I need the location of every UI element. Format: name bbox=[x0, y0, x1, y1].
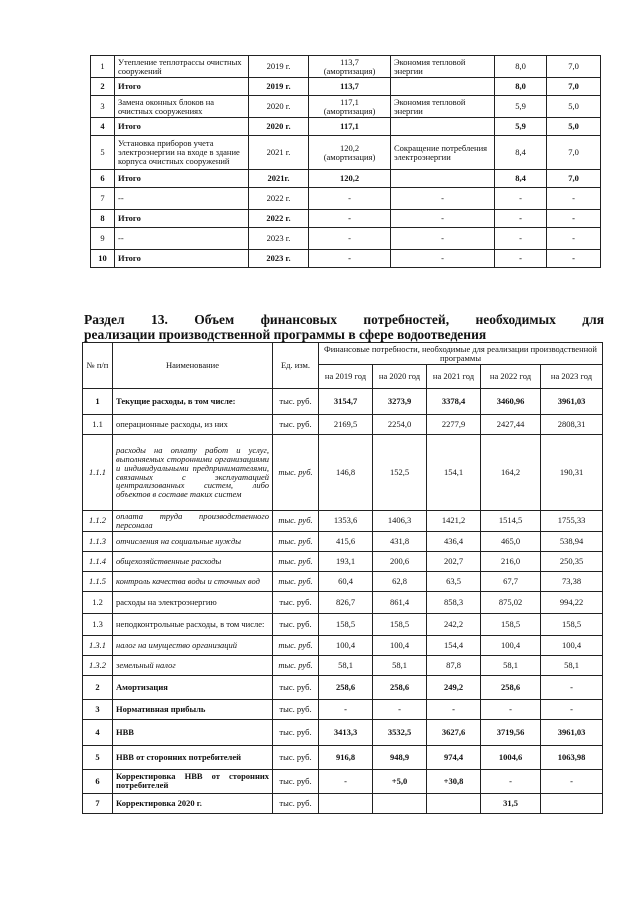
year-value: 415,6 bbox=[319, 531, 373, 551]
year-value: 3413,3 bbox=[319, 719, 373, 745]
year-value bbox=[319, 793, 373, 813]
year-value: +5,0 bbox=[373, 769, 427, 793]
row-number: 1.1.5 bbox=[83, 571, 113, 591]
year-value: 190,31 bbox=[541, 435, 603, 511]
table-row bbox=[83, 793, 603, 813]
item-name: Корректировка 2020 г. bbox=[113, 793, 273, 813]
table-row bbox=[91, 170, 601, 188]
year-value: 875,02 bbox=[481, 591, 541, 613]
measure-year: 2020 г. bbox=[249, 96, 309, 118]
measure-year: 2019 г. bbox=[249, 78, 309, 96]
year-value: 3154,7 bbox=[319, 389, 373, 415]
table-row bbox=[91, 250, 601, 268]
year-value: +30,8 bbox=[427, 769, 481, 793]
year-value: 87,8 bbox=[427, 655, 481, 675]
table-row bbox=[83, 389, 603, 415]
year-value: 861,4 bbox=[373, 591, 427, 613]
year-value: 152,5 bbox=[373, 435, 427, 511]
year-value: - bbox=[319, 699, 373, 719]
measure-year: 2022 г. bbox=[249, 210, 309, 228]
item-unit: тыс. руб. bbox=[273, 699, 319, 719]
effect-value-1: 8,0 bbox=[495, 56, 547, 78]
row-number: 1 bbox=[91, 56, 115, 78]
year-value: 538,94 bbox=[541, 531, 603, 551]
row-number: 1.1.1 bbox=[83, 435, 113, 511]
table-row bbox=[83, 635, 603, 655]
year-value: 431,8 bbox=[373, 531, 427, 551]
effect-value-2: 7,0 bbox=[547, 170, 601, 188]
item-unit: тыс. руб. bbox=[273, 793, 319, 813]
item-name: контроль качества воды и сточных вод bbox=[113, 571, 273, 591]
item-name: земельный налог bbox=[113, 655, 273, 675]
year-value: 2169,5 bbox=[319, 415, 373, 435]
year-value: 3532,5 bbox=[373, 719, 427, 745]
cost-note: (амортизация) bbox=[323, 151, 376, 162]
header-year: на 2022 год bbox=[481, 365, 541, 389]
measure-year: 2021 г. bbox=[249, 136, 309, 170]
year-value: 2808,31 bbox=[541, 415, 603, 435]
row-number: 5 bbox=[91, 136, 115, 170]
row-number: 7 bbox=[83, 793, 113, 813]
row-number: 3 bbox=[83, 699, 113, 719]
table-row bbox=[91, 78, 601, 96]
table-row bbox=[83, 719, 603, 745]
row-number: 1 bbox=[83, 389, 113, 415]
effect-value-1: 5,9 bbox=[495, 118, 547, 136]
table-row bbox=[91, 188, 601, 210]
row-number: 2 bbox=[83, 675, 113, 699]
row-number: 4 bbox=[83, 719, 113, 745]
table-row bbox=[91, 118, 601, 136]
effect-value-1: - bbox=[495, 228, 547, 250]
table-row bbox=[83, 435, 603, 511]
year-value: - bbox=[541, 675, 603, 699]
measure-effect: Экономия тепловой энергии bbox=[391, 56, 495, 78]
measure-effect bbox=[391, 170, 495, 188]
row-number: 1.3 bbox=[83, 613, 113, 635]
year-value: 436,4 bbox=[427, 531, 481, 551]
item-unit: тыс. руб. bbox=[273, 389, 319, 415]
measure-year: 2022 г. bbox=[249, 188, 309, 210]
header-year: на 2023 год bbox=[541, 365, 603, 389]
row-number: 3 bbox=[91, 96, 115, 118]
measure-cost bbox=[309, 188, 391, 210]
table-row bbox=[83, 511, 603, 532]
item-name: Амортизация bbox=[113, 675, 273, 699]
year-value: 858,3 bbox=[427, 591, 481, 613]
item-unit: тыс. руб. bbox=[273, 675, 319, 699]
year-value: 67,7 bbox=[481, 571, 541, 591]
year-value: 158,5 bbox=[481, 613, 541, 635]
measure-effect: Экономия тепловой энергии bbox=[391, 96, 495, 118]
year-value: 73,38 bbox=[541, 571, 603, 591]
year-value: 100,4 bbox=[373, 635, 427, 655]
table-row bbox=[83, 613, 603, 635]
row-number: 6 bbox=[83, 769, 113, 793]
effect-value-1: - bbox=[495, 210, 547, 228]
row-number: 6 bbox=[91, 170, 115, 188]
year-value: 3273,9 bbox=[373, 389, 427, 415]
item-unit: тыс. руб. bbox=[273, 531, 319, 551]
table-row bbox=[83, 531, 603, 551]
item-unit: тыс. руб. bbox=[273, 719, 319, 745]
measure-year: 2019 г. bbox=[249, 56, 309, 78]
year-value: 3460,96 bbox=[481, 389, 541, 415]
financial-needs-table bbox=[82, 342, 603, 814]
year-value: 202,7 bbox=[427, 551, 481, 571]
measure-effect: Сокращение потребления электроэнергии bbox=[391, 136, 495, 170]
table-row bbox=[83, 769, 603, 793]
row-number: 1.1.2 bbox=[83, 511, 113, 532]
row-number: 5 bbox=[83, 745, 113, 769]
effect-value-1: 8,4 bbox=[495, 170, 547, 188]
year-value: 164,2 bbox=[481, 435, 541, 511]
energy-saving-measures-table bbox=[90, 55, 601, 268]
item-name: расходы на электроэнергию bbox=[113, 591, 273, 613]
year-value: 1063,98 bbox=[541, 745, 603, 769]
item-unit: тыс. руб. bbox=[273, 635, 319, 655]
header-financial-needs: Финансовые потребности, необходимые для реализации производственной программы bbox=[319, 343, 603, 365]
measure-effect bbox=[391, 78, 495, 96]
measure-effect: - bbox=[391, 210, 495, 228]
year-value: 2254,0 bbox=[373, 415, 427, 435]
effect-value-2: 7,0 bbox=[547, 56, 601, 78]
measure-year: 2023 г. bbox=[249, 228, 309, 250]
cost-note: (амортизация) bbox=[323, 65, 376, 76]
effect-value-1: - bbox=[495, 250, 547, 268]
table-row bbox=[83, 675, 603, 699]
year-value: 58,1 bbox=[541, 655, 603, 675]
table-row bbox=[91, 210, 601, 228]
measure-effect: - bbox=[391, 188, 495, 210]
measure-name: Итого bbox=[115, 118, 249, 136]
year-value: 249,2 bbox=[427, 675, 481, 699]
year-value: 258,6 bbox=[481, 675, 541, 699]
year-value: 242,2 bbox=[427, 613, 481, 635]
row-number: 1.1.4 bbox=[83, 551, 113, 571]
section-13-heading bbox=[84, 312, 604, 342]
header-year: на 2019 год bbox=[319, 365, 373, 389]
item-unit: тыс. руб. bbox=[273, 435, 319, 511]
measure-cost bbox=[309, 250, 391, 268]
row-number: 2 bbox=[91, 78, 115, 96]
effect-value-1: 8,0 bbox=[495, 78, 547, 96]
item-name: налог на имущество организаций bbox=[113, 635, 273, 655]
year-value: 1004,6 bbox=[481, 745, 541, 769]
cost-value: 113,7 bbox=[340, 56, 359, 67]
row-number: 1.3.1 bbox=[83, 635, 113, 655]
year-value: 3719,56 bbox=[481, 719, 541, 745]
year-value: 158,5 bbox=[373, 613, 427, 635]
item-name: Нормативная прибыль bbox=[113, 699, 273, 719]
item-name: НВВ от сторонних потребителей bbox=[113, 745, 273, 769]
year-value: 3378,4 bbox=[427, 389, 481, 415]
effect-value-2: - bbox=[547, 228, 601, 250]
table-row bbox=[91, 228, 601, 250]
header-num: № п/п bbox=[83, 343, 113, 389]
year-value: 1421,2 bbox=[427, 511, 481, 532]
item-unit: тыс. руб. bbox=[273, 571, 319, 591]
measure-name: -- bbox=[115, 228, 249, 250]
row-number: 4 bbox=[91, 118, 115, 136]
table-row bbox=[91, 96, 601, 118]
item-name: операционные расходы, из них bbox=[113, 415, 273, 435]
item-name: неподконтрольные расходы, в том числе: bbox=[113, 613, 273, 635]
cost-value: - bbox=[348, 233, 351, 244]
year-value: - bbox=[427, 699, 481, 719]
effect-value-1: 5,9 bbox=[495, 96, 547, 118]
year-value: 158,5 bbox=[319, 613, 373, 635]
year-value: 826,7 bbox=[319, 591, 373, 613]
year-value: 3627,6 bbox=[427, 719, 481, 745]
year-value: - bbox=[541, 769, 603, 793]
measure-cost bbox=[309, 118, 391, 136]
cost-value: 120,2 bbox=[339, 142, 360, 153]
cost-value: - bbox=[348, 193, 351, 204]
item-name: отчисления на социальные нужды bbox=[113, 531, 273, 551]
table-row bbox=[83, 699, 603, 719]
year-value: 100,4 bbox=[541, 635, 603, 655]
year-value: 916,8 bbox=[319, 745, 373, 769]
measure-cost bbox=[309, 136, 391, 170]
table-row bbox=[83, 551, 603, 571]
header-name: Наименование bbox=[113, 343, 273, 389]
year-value: 193,1 bbox=[319, 551, 373, 571]
cost-note: (амортизация) bbox=[323, 105, 376, 116]
cost-value: - bbox=[348, 213, 351, 224]
year-value: 1353,6 bbox=[319, 511, 373, 532]
table-row bbox=[83, 415, 603, 435]
measure-name: Итого bbox=[115, 170, 249, 188]
year-value: - bbox=[373, 699, 427, 719]
effect-value-2: 7,0 bbox=[547, 136, 601, 170]
measure-name: -- bbox=[115, 188, 249, 210]
year-value: 3961,03 bbox=[541, 719, 603, 745]
row-number: 1.2 bbox=[83, 591, 113, 613]
year-value: - bbox=[481, 769, 541, 793]
effect-value-1: 8,4 bbox=[495, 136, 547, 170]
table-row bbox=[83, 591, 603, 613]
year-value: 948,9 bbox=[373, 745, 427, 769]
year-value: 465,0 bbox=[481, 531, 541, 551]
header-year: на 2020 год bbox=[373, 365, 427, 389]
year-value: 994,22 bbox=[541, 591, 603, 613]
cost-value: 120,2 bbox=[339, 173, 360, 184]
effect-value-1: - bbox=[495, 188, 547, 210]
header-unit: Ед. изм. bbox=[273, 343, 319, 389]
year-value bbox=[427, 793, 481, 813]
measure-cost bbox=[309, 210, 391, 228]
item-unit: тыс. руб. bbox=[273, 769, 319, 793]
year-value bbox=[541, 793, 603, 813]
item-name: НВВ bbox=[113, 719, 273, 745]
item-unit: тыс. руб. bbox=[273, 415, 319, 435]
measure-cost bbox=[309, 96, 391, 118]
cost-value: - bbox=[348, 253, 351, 264]
year-value: 60,4 bbox=[319, 571, 373, 591]
item-name: оплата труда производственного персонала bbox=[113, 511, 273, 532]
measure-name: Итого bbox=[115, 78, 249, 96]
item-unit: тыс. руб. bbox=[273, 613, 319, 635]
cost-value: 117,1 bbox=[340, 121, 359, 132]
year-value: 58,1 bbox=[319, 655, 373, 675]
year-value: - bbox=[481, 699, 541, 719]
table-row bbox=[83, 745, 603, 769]
year-value: 100,4 bbox=[319, 635, 373, 655]
table-row bbox=[91, 56, 601, 78]
year-value: 146,8 bbox=[319, 435, 373, 511]
year-value: - bbox=[541, 699, 603, 719]
measure-year: 2023 г. bbox=[249, 250, 309, 268]
measure-name: Замена оконных блоков на очистных сооружениях bbox=[115, 96, 249, 118]
measure-cost bbox=[309, 78, 391, 96]
header-year: на 2021 год bbox=[427, 365, 481, 389]
table-row bbox=[91, 136, 601, 170]
row-number: 1.1 bbox=[83, 415, 113, 435]
effect-value-2: 5,0 bbox=[547, 96, 601, 118]
year-value: 63,5 bbox=[427, 571, 481, 591]
measure-effect bbox=[391, 118, 495, 136]
row-number: 9 bbox=[91, 228, 115, 250]
year-value: 1406,3 bbox=[373, 511, 427, 532]
year-value: - bbox=[319, 769, 373, 793]
measure-cost bbox=[309, 56, 391, 78]
section-heading-line-2: реализации производственной программы в сфере водоотведения bbox=[84, 327, 487, 342]
measure-name: Итого bbox=[115, 210, 249, 228]
item-unit: тыс. руб. bbox=[273, 745, 319, 769]
effect-value-2: 5,0 bbox=[547, 118, 601, 136]
item-name: расходы на оплату работ и услуг, выполняемых сторонними организациями и индивидуальными предпринимателями, связанных с эксплуатацией централизованных систем, либо объектов в составе таких систем bbox=[113, 435, 273, 511]
row-number: 1.1.3 bbox=[83, 531, 113, 551]
measure-name: Утепление теплотрассы очистных сооружений bbox=[115, 56, 249, 78]
year-value: 154,1 bbox=[427, 435, 481, 511]
row-number: 1.3.2 bbox=[83, 655, 113, 675]
measure-cost bbox=[309, 228, 391, 250]
effect-value-2: - bbox=[547, 210, 601, 228]
measure-effect: - bbox=[391, 250, 495, 268]
measure-cost bbox=[309, 170, 391, 188]
table-row bbox=[83, 655, 603, 675]
year-value: 1755,33 bbox=[541, 511, 603, 532]
measure-name: Установка приборов учета электроэнергии на входе в здание корпуса очистных сооружений bbox=[115, 136, 249, 170]
effect-value-2: - bbox=[547, 250, 601, 268]
table-row bbox=[83, 571, 603, 591]
effect-value-2: 7,0 bbox=[547, 78, 601, 96]
item-unit: тыс. руб. bbox=[273, 591, 319, 613]
item-name: Корректировка НВВ от сторонних потребителей bbox=[113, 769, 273, 793]
measure-name: Итого bbox=[115, 250, 249, 268]
year-value: 200,6 bbox=[373, 551, 427, 571]
measure-year: 2020 г. bbox=[249, 118, 309, 136]
year-value: 58,1 bbox=[373, 655, 427, 675]
item-unit: тыс. руб. bbox=[273, 655, 319, 675]
year-value: 216,0 bbox=[481, 551, 541, 571]
year-value: 58,1 bbox=[481, 655, 541, 675]
year-value: 62,8 bbox=[373, 571, 427, 591]
year-value: 250,35 bbox=[541, 551, 603, 571]
row-number: 10 bbox=[91, 250, 115, 268]
year-value bbox=[373, 793, 427, 813]
row-number: 7 bbox=[91, 188, 115, 210]
row-number: 8 bbox=[91, 210, 115, 228]
year-value: 258,6 bbox=[373, 675, 427, 699]
item-unit: тыс. руб. bbox=[273, 511, 319, 532]
year-value: 2427,44 bbox=[481, 415, 541, 435]
year-value: 154,4 bbox=[427, 635, 481, 655]
item-name: Текущие расходы, в том числе: bbox=[113, 389, 273, 415]
year-value: 158,5 bbox=[541, 613, 603, 635]
year-value: 974,4 bbox=[427, 745, 481, 769]
year-value: 258,6 bbox=[319, 675, 373, 699]
item-name: общехозяйственные расходы bbox=[113, 551, 273, 571]
measure-effect: - bbox=[391, 228, 495, 250]
measure-year: 2021г. bbox=[249, 170, 309, 188]
item-unit: тыс. руб. bbox=[273, 551, 319, 571]
year-value: 2277,9 bbox=[427, 415, 481, 435]
cost-value: 113,7 bbox=[340, 81, 359, 92]
year-value: 100,4 bbox=[481, 635, 541, 655]
effect-value-2: - bbox=[547, 188, 601, 210]
cost-value: 117,1 bbox=[340, 96, 359, 107]
year-value: 31,5 bbox=[481, 793, 541, 813]
section-heading-line-1: Раздел 13. Объем финансовых потребностей, необходимых для bbox=[84, 312, 604, 327]
year-value: 1514,5 bbox=[481, 511, 541, 532]
year-value: 3961,03 bbox=[541, 389, 603, 415]
